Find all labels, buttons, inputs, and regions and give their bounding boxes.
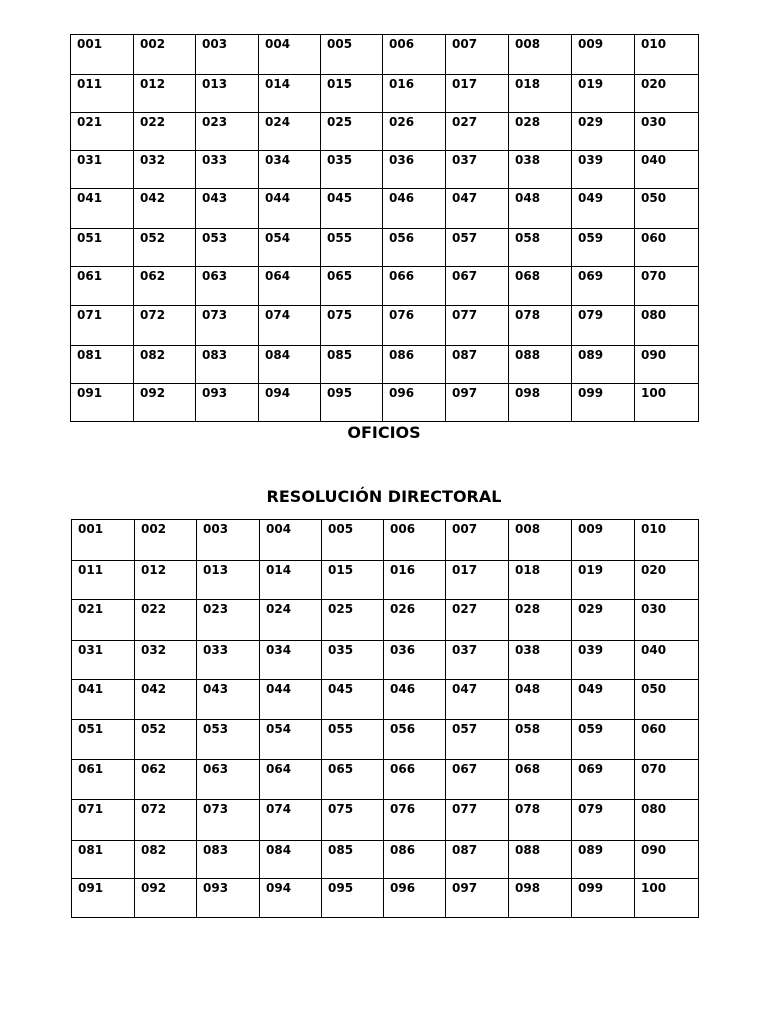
- oficios-cell: 080: [635, 306, 699, 346]
- oficios-cell: 055: [321, 229, 383, 267]
- resolucion-cell: 077: [446, 800, 509, 841]
- oficios-cell: 093: [196, 384, 259, 422]
- oficios-row: [71, 151, 699, 189]
- oficios-cell: 071: [71, 306, 134, 346]
- resolucion-cell: 027: [446, 600, 509, 641]
- oficios-cell: 043: [196, 189, 259, 229]
- resolucion-cell: 026: [384, 600, 446, 641]
- oficios-cell: 060: [635, 229, 699, 267]
- resolucion-cell: 049: [572, 680, 635, 720]
- oficios-cell: 072: [134, 306, 196, 346]
- resolucion-directoral-heading: RESOLUCIÓN DIRECTORAL: [266, 487, 502, 506]
- oficios-cell: 064: [259, 267, 321, 306]
- oficios-cell: 025: [321, 113, 383, 151]
- oficios-row: [71, 229, 699, 267]
- oficios-cell: 062: [134, 267, 196, 306]
- oficios-cell: 077: [446, 306, 509, 346]
- resolucion-cell: 045: [322, 680, 384, 720]
- resolucion-cell: 090: [635, 841, 699, 879]
- resolucion-cell: 007: [446, 520, 509, 561]
- oficios-cell: 081: [71, 346, 134, 384]
- oficios-cell: 005: [321, 35, 383, 75]
- resolucion-cell: 004: [260, 520, 322, 561]
- resolucion-cell: 009: [572, 520, 635, 561]
- oficios-cell: 066: [383, 267, 446, 306]
- oficios-cell: 040: [635, 151, 699, 189]
- resolucion-cell: 008: [509, 520, 572, 561]
- oficios-cell: 058: [509, 229, 572, 267]
- oficios-cell: 009: [572, 35, 635, 75]
- resolucion-cell: 098: [509, 879, 572, 918]
- oficios-cell: 068: [509, 267, 572, 306]
- resolucion-cell: 016: [384, 561, 446, 600]
- oficios-cell: 001: [71, 35, 134, 75]
- resolucion-cell: 033: [197, 641, 260, 680]
- resolucion-cell: 003: [197, 520, 260, 561]
- resolucion-cell: 044: [260, 680, 322, 720]
- oficios-cell: 019: [572, 75, 635, 113]
- resolucion-cell: 072: [135, 800, 197, 841]
- resolucion-cell: 065: [322, 760, 384, 800]
- oficios-cell: 006: [383, 35, 446, 75]
- oficios-cell: 090: [635, 346, 699, 384]
- resolucion-cell: 083: [197, 841, 260, 879]
- oficios-cell: 050: [635, 189, 699, 229]
- resolucion-cell: 064: [260, 760, 322, 800]
- resolucion-cell: 034: [260, 641, 322, 680]
- oficios-cell: 037: [446, 151, 509, 189]
- resolucion-cell: 074: [260, 800, 322, 841]
- resolucion-cell: 038: [509, 641, 572, 680]
- oficios-cell: 034: [259, 151, 321, 189]
- oficios-cell: 086: [383, 346, 446, 384]
- oficios-cell: 021: [71, 113, 134, 151]
- oficios-cell: 069: [572, 267, 635, 306]
- resolucion-cell: 024: [260, 600, 322, 641]
- resolucion-cell: 092: [135, 879, 197, 918]
- resolucion-cell: 041: [72, 680, 135, 720]
- oficios-cell: 023: [196, 113, 259, 151]
- resolucion-cell: 005: [322, 520, 384, 561]
- oficios-cell: 053: [196, 229, 259, 267]
- oficios-cell: 074: [259, 306, 321, 346]
- resolucion-cell: 053: [197, 720, 260, 760]
- oficios-cell: 004: [259, 35, 321, 75]
- oficios-cell: 003: [196, 35, 259, 75]
- resolucion-cell: 070: [635, 760, 699, 800]
- resolucion-cell: 082: [135, 841, 197, 879]
- oficios-cell: 098: [509, 384, 572, 422]
- oficios-cell: 070: [635, 267, 699, 306]
- oficios-cell: 022: [134, 113, 196, 151]
- oficios-cell: 094: [259, 384, 321, 422]
- resolucion-cell: 019: [572, 561, 635, 600]
- resolucion-row: [72, 561, 699, 600]
- resolucion-cell: 091: [72, 879, 135, 918]
- resolucion-cell: 093: [197, 879, 260, 918]
- oficios-cell: 084: [259, 346, 321, 384]
- resolucion-cell: 025: [322, 600, 384, 641]
- resolucion-cell: 029: [572, 600, 635, 641]
- oficios-row: [71, 113, 699, 151]
- oficios-cell: 091: [71, 384, 134, 422]
- oficios-cell: 051: [71, 229, 134, 267]
- resolucion-row: [72, 680, 699, 720]
- oficios-cell: 052: [134, 229, 196, 267]
- oficios-row: [71, 267, 699, 306]
- oficios-cell: 087: [446, 346, 509, 384]
- resolucion-cell: 040: [635, 641, 699, 680]
- resolucion-cell: 079: [572, 800, 635, 841]
- oficios-cell: 010: [635, 35, 699, 75]
- resolucion-cell: 002: [135, 520, 197, 561]
- resolucion-cell: 021: [72, 600, 135, 641]
- resolucion-cell: 066: [384, 760, 446, 800]
- oficios-cell: 027: [446, 113, 509, 151]
- oficios-cell: 047: [446, 189, 509, 229]
- resolucion-cell: 042: [135, 680, 197, 720]
- oficios-cell: 031: [71, 151, 134, 189]
- oficios-cell: 054: [259, 229, 321, 267]
- resolucion-row: [72, 760, 699, 800]
- resolucion-cell: 071: [72, 800, 135, 841]
- oficios-cell: 032: [134, 151, 196, 189]
- oficios-cell: 067: [446, 267, 509, 306]
- resolucion-cell: 089: [572, 841, 635, 879]
- oficios-cell: 014: [259, 75, 321, 113]
- oficios-cell: 017: [446, 75, 509, 113]
- resolucion-cell: 039: [572, 641, 635, 680]
- resolucion-cell: 084: [260, 841, 322, 879]
- oficios-cell: 013: [196, 75, 259, 113]
- resolucion-cell: 051: [72, 720, 135, 760]
- resolucion-cell: 052: [135, 720, 197, 760]
- resolucion-cell: 096: [384, 879, 446, 918]
- resolucion-cell: 047: [446, 680, 509, 720]
- resolucion-cell: 069: [572, 760, 635, 800]
- oficios-cell: 083: [196, 346, 259, 384]
- resolucion-cell: 100: [635, 879, 699, 918]
- resolucion-cell: 085: [322, 841, 384, 879]
- oficios-cell: 020: [635, 75, 699, 113]
- resolucion-cell: 094: [260, 879, 322, 918]
- oficios-row: [71, 189, 699, 229]
- resolucion-cell: 001: [72, 520, 135, 561]
- resolucion-cell: 048: [509, 680, 572, 720]
- oficios-cell: 026: [383, 113, 446, 151]
- resolucion-cell: 037: [446, 641, 509, 680]
- resolucion-cell: 030: [635, 600, 699, 641]
- resolucion-cell: 010: [635, 520, 699, 561]
- resolucion-row: [72, 600, 699, 641]
- resolucion-cell: 022: [135, 600, 197, 641]
- oficios-cell: 079: [572, 306, 635, 346]
- oficios-cell: 044: [259, 189, 321, 229]
- resolucion-cell: 031: [72, 641, 135, 680]
- oficios-cell: 100: [635, 384, 699, 422]
- resolucion-cell: 057: [446, 720, 509, 760]
- oficios-number-grid: [70, 34, 699, 422]
- oficios-cell: 099: [572, 384, 635, 422]
- resolucion-cell: 063: [197, 760, 260, 800]
- oficios-cell: 057: [446, 229, 509, 267]
- resolucion-cell: 055: [322, 720, 384, 760]
- resolucion-cell: 086: [384, 841, 446, 879]
- oficios-heading: OFICIOS: [347, 423, 421, 442]
- oficios-cell: 076: [383, 306, 446, 346]
- resolucion-cell: 075: [322, 800, 384, 841]
- oficios-cell: 056: [383, 229, 446, 267]
- resolucion-cell: 061: [72, 760, 135, 800]
- oficios-cell: 007: [446, 35, 509, 75]
- oficios-cell: 030: [635, 113, 699, 151]
- resolucion-directoral-number-grid: [71, 519, 699, 918]
- resolucion-cell: 056: [384, 720, 446, 760]
- oficios-cell: 049: [572, 189, 635, 229]
- resolucion-cell: 099: [572, 879, 635, 918]
- resolucion-cell: 043: [197, 680, 260, 720]
- resolucion-cell: 050: [635, 680, 699, 720]
- resolucion-cell: 012: [135, 561, 197, 600]
- oficios-cell: 035: [321, 151, 383, 189]
- resolucion-cell: 076: [384, 800, 446, 841]
- oficios-cell: 082: [134, 346, 196, 384]
- oficios-cell: 078: [509, 306, 572, 346]
- oficios-row: [71, 384, 699, 422]
- oficios-cell: 089: [572, 346, 635, 384]
- oficios-cell: 085: [321, 346, 383, 384]
- oficios-row: [71, 75, 699, 113]
- resolucion-row: [72, 520, 699, 561]
- resolucion-cell: 036: [384, 641, 446, 680]
- resolucion-cell: 032: [135, 641, 197, 680]
- oficios-cell: 038: [509, 151, 572, 189]
- resolucion-row: [72, 800, 699, 841]
- resolucion-cell: 059: [572, 720, 635, 760]
- resolucion-cell: 020: [635, 561, 699, 600]
- resolucion-row: [72, 841, 699, 879]
- resolucion-cell: 023: [197, 600, 260, 641]
- oficios-cell: 033: [196, 151, 259, 189]
- oficios-row: [71, 35, 699, 75]
- oficios-cell: 065: [321, 267, 383, 306]
- resolucion-row: [72, 641, 699, 680]
- oficios-cell: 042: [134, 189, 196, 229]
- resolucion-cell: 013: [197, 561, 260, 600]
- resolucion-cell: 095: [322, 879, 384, 918]
- oficios-cell: 008: [509, 35, 572, 75]
- resolucion-cell: 081: [72, 841, 135, 879]
- resolucion-cell: 046: [384, 680, 446, 720]
- oficios-cell: 029: [572, 113, 635, 151]
- resolucion-cell: 018: [509, 561, 572, 600]
- oficios-cell: 096: [383, 384, 446, 422]
- oficios-cell: 059: [572, 229, 635, 267]
- oficios-cell: 092: [134, 384, 196, 422]
- oficios-cell: 063: [196, 267, 259, 306]
- oficios-cell: 024: [259, 113, 321, 151]
- resolucion-cell: 011: [72, 561, 135, 600]
- resolucion-cell: 054: [260, 720, 322, 760]
- oficios-cell: 041: [71, 189, 134, 229]
- oficios-cell: 012: [134, 75, 196, 113]
- oficios-cell: 015: [321, 75, 383, 113]
- oficios-cell: 002: [134, 35, 196, 75]
- oficios-row: [71, 346, 699, 384]
- oficios-cell: 036: [383, 151, 446, 189]
- resolucion-cell: 067: [446, 760, 509, 800]
- oficios-cell: 061: [71, 267, 134, 306]
- oficios-cell: 016: [383, 75, 446, 113]
- oficios-cell: 095: [321, 384, 383, 422]
- oficios-cell: 088: [509, 346, 572, 384]
- oficios-cell: 073: [196, 306, 259, 346]
- oficios-cell: 011: [71, 75, 134, 113]
- resolucion-cell: 014: [260, 561, 322, 600]
- oficios-row: [71, 306, 699, 346]
- oficios-cell: 039: [572, 151, 635, 189]
- resolucion-cell: 006: [384, 520, 446, 561]
- resolucion-cell: 088: [509, 841, 572, 879]
- oficios-cell: 046: [383, 189, 446, 229]
- resolucion-cell: 078: [509, 800, 572, 841]
- oficios-cell: 048: [509, 189, 572, 229]
- resolucion-cell: 080: [635, 800, 699, 841]
- resolucion-cell: 028: [509, 600, 572, 641]
- oficios-cell: 028: [509, 113, 572, 151]
- resolucion-cell: 087: [446, 841, 509, 879]
- oficios-cell: 045: [321, 189, 383, 229]
- resolucion-cell: 068: [509, 760, 572, 800]
- resolucion-cell: 035: [322, 641, 384, 680]
- resolucion-cell: 017: [446, 561, 509, 600]
- resolucion-row: [72, 720, 699, 760]
- resolucion-row: [72, 879, 699, 918]
- resolucion-cell: 097: [446, 879, 509, 918]
- resolucion-cell: 015: [322, 561, 384, 600]
- resolucion-cell: 062: [135, 760, 197, 800]
- resolucion-cell: 058: [509, 720, 572, 760]
- resolucion-cell: 060: [635, 720, 699, 760]
- oficios-cell: 018: [509, 75, 572, 113]
- oficios-cell: 097: [446, 384, 509, 422]
- oficios-cell: 075: [321, 306, 383, 346]
- resolucion-cell: 073: [197, 800, 260, 841]
